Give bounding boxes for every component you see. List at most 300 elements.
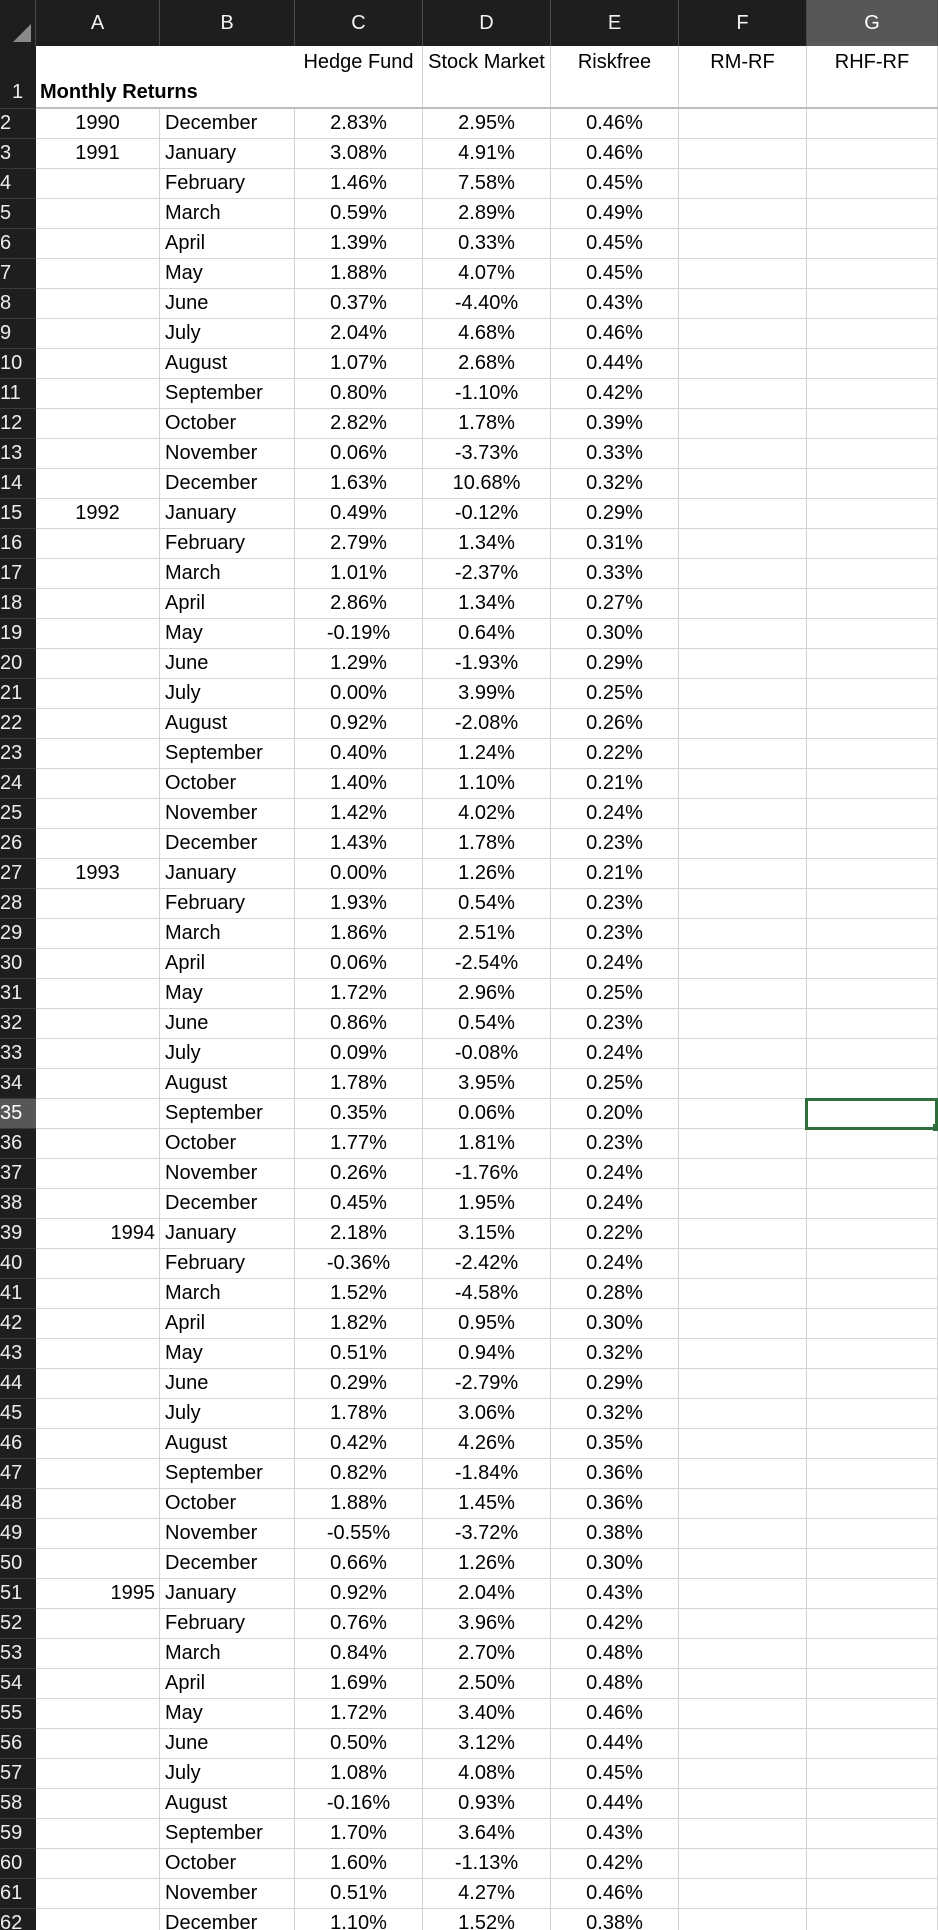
stock-market-return-cell[interactable]: 0.33% <box>423 229 551 258</box>
rm-rf-cell[interactable] <box>679 889 807 918</box>
stock-market-return-cell[interactable]: 1.95% <box>423 1189 551 1218</box>
hedge-fund-return-cell[interactable]: 1.78% <box>295 1069 423 1098</box>
rhf-rf-cell[interactable] <box>807 1039 938 1068</box>
riskfree-return-cell[interactable]: 0.32% <box>551 1399 679 1428</box>
month-cell[interactable]: August <box>160 1429 295 1458</box>
rhf-rf-cell[interactable] <box>807 1459 938 1488</box>
riskfree-return-cell[interactable]: 0.33% <box>551 559 679 588</box>
rm-rf-cell[interactable] <box>679 799 807 828</box>
rm-rf-cell[interactable] <box>679 589 807 618</box>
riskfree-return-cell[interactable]: 0.43% <box>551 1819 679 1848</box>
riskfree-return-cell[interactable]: 0.21% <box>551 769 679 798</box>
year-cell[interactable]: 1994 <box>36 1219 160 1248</box>
year-cell[interactable] <box>36 199 160 228</box>
month-cell[interactable]: October <box>160 1129 295 1158</box>
year-cell[interactable] <box>36 889 160 918</box>
row-header[interactable]: 48 <box>0 1489 36 1519</box>
column-label-rhf-rf[interactable]: RHF-RF <box>807 46 938 107</box>
month-cell[interactable]: April <box>160 589 295 618</box>
rm-rf-cell[interactable] <box>679 1789 807 1818</box>
hedge-fund-return-cell[interactable]: 0.37% <box>295 289 423 318</box>
month-cell[interactable]: February <box>160 529 295 558</box>
rm-rf-cell[interactable] <box>679 169 807 198</box>
month-cell[interactable]: July <box>160 679 295 708</box>
month-cell[interactable]: May <box>160 259 295 288</box>
rm-rf-cell[interactable] <box>679 1219 807 1248</box>
riskfree-return-cell[interactable]: 0.29% <box>551 649 679 678</box>
hedge-fund-return-cell[interactable]: 0.50% <box>295 1729 423 1758</box>
row-header[interactable]: 39 <box>0 1219 36 1249</box>
month-cell[interactable]: August <box>160 349 295 378</box>
hedge-fund-return-cell[interactable]: 0.80% <box>295 379 423 408</box>
year-cell[interactable] <box>36 1729 160 1758</box>
month-cell[interactable]: June <box>160 1369 295 1398</box>
rm-rf-cell[interactable] <box>679 1399 807 1428</box>
stock-market-return-cell[interactable]: 1.45% <box>423 1489 551 1518</box>
month-cell[interactable]: May <box>160 1699 295 1728</box>
year-cell[interactable] <box>36 1549 160 1578</box>
column-header-a[interactable]: A <box>36 0 160 46</box>
year-cell[interactable] <box>36 229 160 258</box>
rhf-rf-cell[interactable] <box>807 529 938 558</box>
riskfree-return-cell[interactable]: 0.46% <box>551 139 679 168</box>
month-cell[interactable]: November <box>160 439 295 468</box>
year-cell[interactable] <box>36 979 160 1008</box>
stock-market-return-cell[interactable]: -2.54% <box>423 949 551 978</box>
stock-market-return-cell[interactable]: -4.40% <box>423 289 551 318</box>
rhf-rf-cell[interactable] <box>807 1849 938 1878</box>
year-cell[interactable] <box>36 559 160 588</box>
year-cell[interactable] <box>36 289 160 318</box>
riskfree-return-cell[interactable]: 0.45% <box>551 229 679 258</box>
riskfree-return-cell[interactable]: 0.44% <box>551 1729 679 1758</box>
row-header[interactable]: 38 <box>0 1189 36 1219</box>
year-cell[interactable] <box>36 1099 160 1128</box>
stock-market-return-cell[interactable]: 0.64% <box>423 619 551 648</box>
rm-rf-cell[interactable] <box>679 829 807 858</box>
month-cell[interactable]: December <box>160 1549 295 1578</box>
riskfree-return-cell[interactable]: 0.44% <box>551 1789 679 1818</box>
year-cell[interactable] <box>36 259 160 288</box>
hedge-fund-return-cell[interactable]: 1.69% <box>295 1669 423 1698</box>
stock-market-return-cell[interactable]: 10.68% <box>423 469 551 498</box>
row-header[interactable]: 59 <box>0 1819 36 1849</box>
riskfree-return-cell[interactable]: 0.23% <box>551 889 679 918</box>
row-header[interactable]: 15 <box>0 499 36 529</box>
hedge-fund-return-cell[interactable]: 2.79% <box>295 529 423 558</box>
row-header[interactable]: 6 <box>0 229 36 259</box>
row-header[interactable]: 17 <box>0 559 36 589</box>
row-header[interactable]: 33 <box>0 1039 36 1069</box>
rhf-rf-cell[interactable] <box>807 469 938 498</box>
rm-rf-cell[interactable] <box>679 259 807 288</box>
hedge-fund-return-cell[interactable]: 1.39% <box>295 229 423 258</box>
month-cell[interactable]: March <box>160 919 295 948</box>
stock-market-return-cell[interactable]: 0.54% <box>423 889 551 918</box>
column-label-hedge-fund[interactable]: Hedge Fund <box>295 46 423 107</box>
rhf-rf-cell[interactable] <box>807 1759 938 1788</box>
stock-market-return-cell[interactable]: -0.08% <box>423 1039 551 1068</box>
month-cell[interactable]: August <box>160 709 295 738</box>
year-cell[interactable] <box>36 589 160 618</box>
rm-rf-cell[interactable] <box>679 619 807 648</box>
row-header[interactable]: 31 <box>0 979 36 1009</box>
year-cell[interactable]: 1995 <box>36 1579 160 1608</box>
riskfree-return-cell[interactable]: 0.46% <box>551 109 679 138</box>
active-cell-selection[interactable] <box>805 1098 938 1130</box>
month-cell[interactable]: June <box>160 1729 295 1758</box>
rm-rf-cell[interactable] <box>679 1579 807 1608</box>
year-cell[interactable] <box>36 709 160 738</box>
stock-market-return-cell[interactable]: 3.06% <box>423 1399 551 1428</box>
rm-rf-cell[interactable] <box>679 1699 807 1728</box>
hedge-fund-return-cell[interactable]: 0.06% <box>295 439 423 468</box>
year-cell[interactable] <box>36 1339 160 1368</box>
month-cell[interactable]: September <box>160 1099 295 1128</box>
rm-rf-cell[interactable] <box>679 1729 807 1758</box>
year-cell[interactable] <box>36 769 160 798</box>
month-cell[interactable]: November <box>160 799 295 828</box>
rm-rf-cell[interactable] <box>679 229 807 258</box>
stock-market-return-cell[interactable]: 4.27% <box>423 1879 551 1908</box>
hedge-fund-return-cell[interactable]: 1.10% <box>295 1909 423 1930</box>
hedge-fund-return-cell[interactable]: 1.72% <box>295 1699 423 1728</box>
stock-market-return-cell[interactable]: 0.94% <box>423 1339 551 1368</box>
year-cell[interactable] <box>36 1849 160 1878</box>
year-cell[interactable] <box>36 1399 160 1428</box>
row-header[interactable]: 9 <box>0 319 36 349</box>
hedge-fund-return-cell[interactable]: 2.82% <box>295 409 423 438</box>
riskfree-return-cell[interactable]: 0.49% <box>551 199 679 228</box>
column-header-b[interactable]: B <box>160 0 295 46</box>
rhf-rf-cell[interactable] <box>807 1609 938 1638</box>
rm-rf-cell[interactable] <box>679 1909 807 1930</box>
hedge-fund-return-cell[interactable]: 0.35% <box>295 1099 423 1128</box>
hedge-fund-return-cell[interactable]: 0.82% <box>295 1459 423 1488</box>
year-cell[interactable] <box>36 1369 160 1398</box>
column-header-e[interactable]: E <box>551 0 679 46</box>
month-cell[interactable]: November <box>160 1159 295 1188</box>
riskfree-return-cell[interactable]: 0.25% <box>551 1069 679 1098</box>
year-cell[interactable] <box>36 409 160 438</box>
row-header[interactable]: 5 <box>0 199 36 229</box>
row-header[interactable]: 56 <box>0 1729 36 1759</box>
riskfree-return-cell[interactable]: 0.23% <box>551 1129 679 1158</box>
rm-rf-cell[interactable] <box>679 1489 807 1518</box>
month-cell[interactable]: February <box>160 169 295 198</box>
rm-rf-cell[interactable] <box>679 409 807 438</box>
rm-rf-cell[interactable] <box>679 559 807 588</box>
hedge-fund-return-cell[interactable]: 1.82% <box>295 1309 423 1338</box>
row-header[interactable]: 12 <box>0 409 36 439</box>
stock-market-return-cell[interactable]: 2.04% <box>423 1579 551 1608</box>
year-cell[interactable] <box>36 649 160 678</box>
riskfree-return-cell[interactable]: 0.25% <box>551 979 679 1008</box>
hedge-fund-return-cell[interactable]: 0.92% <box>295 1579 423 1608</box>
riskfree-return-cell[interactable]: 0.43% <box>551 1579 679 1608</box>
row-header[interactable]: 35 <box>0 1099 36 1129</box>
row-header[interactable]: 24 <box>0 769 36 799</box>
month-cell[interactable]: November <box>160 1879 295 1908</box>
hedge-fund-return-cell[interactable]: 2.86% <box>295 589 423 618</box>
month-cell[interactable]: April <box>160 1669 295 1698</box>
stock-market-return-cell[interactable]: -1.93% <box>423 649 551 678</box>
hedge-fund-return-cell[interactable]: 1.86% <box>295 919 423 948</box>
rm-rf-cell[interactable] <box>679 1189 807 1218</box>
year-cell[interactable] <box>36 439 160 468</box>
row-header[interactable]: 26 <box>0 829 36 859</box>
row-header[interactable]: 28 <box>0 889 36 919</box>
year-cell[interactable] <box>36 529 160 558</box>
hedge-fund-return-cell[interactable]: 0.92% <box>295 709 423 738</box>
month-cell[interactable]: April <box>160 229 295 258</box>
month-cell[interactable]: September <box>160 739 295 768</box>
riskfree-return-cell[interactable]: 0.48% <box>551 1639 679 1668</box>
rm-rf-cell[interactable] <box>679 1639 807 1668</box>
hedge-fund-return-cell[interactable]: 0.00% <box>295 679 423 708</box>
row-header[interactable]: 30 <box>0 949 36 979</box>
row-header[interactable]: 19 <box>0 619 36 649</box>
stock-market-return-cell[interactable]: -4.58% <box>423 1279 551 1308</box>
row-header[interactable]: 7 <box>0 259 36 289</box>
stock-market-return-cell[interactable]: 3.64% <box>423 1819 551 1848</box>
rhf-rf-cell[interactable] <box>807 229 938 258</box>
rm-rf-cell[interactable] <box>679 1309 807 1338</box>
month-cell[interactable]: October <box>160 409 295 438</box>
month-cell[interactable]: August <box>160 1789 295 1818</box>
rm-rf-cell[interactable] <box>679 949 807 978</box>
rhf-rf-cell[interactable] <box>807 889 938 918</box>
stock-market-return-cell[interactable]: 3.95% <box>423 1069 551 1098</box>
row-header[interactable]: 53 <box>0 1639 36 1669</box>
year-cell[interactable] <box>36 799 160 828</box>
rhf-rf-cell[interactable] <box>807 649 938 678</box>
year-cell[interactable]: 1992 <box>36 499 160 528</box>
row-header[interactable]: 3 <box>0 139 36 169</box>
column-header-d[interactable]: D <box>423 0 551 46</box>
stock-market-return-cell[interactable]: 1.26% <box>423 859 551 888</box>
riskfree-return-cell[interactable]: 0.38% <box>551 1909 679 1930</box>
rhf-rf-cell[interactable] <box>807 1549 938 1578</box>
rm-rf-cell[interactable] <box>679 919 807 948</box>
row-header[interactable]: 47 <box>0 1459 36 1489</box>
year-cell[interactable]: 1991 <box>36 139 160 168</box>
year-cell[interactable] <box>36 469 160 498</box>
riskfree-return-cell[interactable]: 0.31% <box>551 529 679 558</box>
rm-rf-cell[interactable] <box>679 1069 807 1098</box>
riskfree-return-cell[interactable]: 0.43% <box>551 289 679 318</box>
riskfree-return-cell[interactable]: 0.26% <box>551 709 679 738</box>
stock-market-return-cell[interactable]: -3.72% <box>423 1519 551 1548</box>
month-cell[interactable]: July <box>160 1039 295 1068</box>
stock-market-return-cell[interactable]: 1.24% <box>423 739 551 768</box>
riskfree-return-cell[interactable]: 0.48% <box>551 1669 679 1698</box>
riskfree-return-cell[interactable]: 0.32% <box>551 1339 679 1368</box>
row-header[interactable]: 36 <box>0 1129 36 1159</box>
riskfree-return-cell[interactable]: 0.20% <box>551 1099 679 1128</box>
rm-rf-cell[interactable] <box>679 1129 807 1158</box>
row-header[interactable]: 4 <box>0 169 36 199</box>
riskfree-return-cell[interactable]: 0.30% <box>551 1549 679 1578</box>
rm-rf-cell[interactable] <box>679 1429 807 1458</box>
riskfree-return-cell[interactable]: 0.29% <box>551 499 679 528</box>
year-cell[interactable] <box>36 1639 160 1668</box>
stock-market-return-cell[interactable]: 1.10% <box>423 769 551 798</box>
riskfree-return-cell[interactable]: 0.27% <box>551 589 679 618</box>
stock-market-return-cell[interactable]: 4.91% <box>423 139 551 168</box>
year-cell[interactable] <box>36 679 160 708</box>
riskfree-return-cell[interactable]: 0.42% <box>551 379 679 408</box>
rhf-rf-cell[interactable] <box>807 1639 938 1668</box>
year-cell[interactable] <box>36 919 160 948</box>
stock-market-return-cell[interactable]: -0.12% <box>423 499 551 528</box>
stock-market-return-cell[interactable]: 2.89% <box>423 199 551 228</box>
rhf-rf-cell[interactable] <box>807 1669 938 1698</box>
year-cell[interactable] <box>36 1459 160 1488</box>
year-cell[interactable]: 1990 <box>36 109 160 138</box>
hedge-fund-return-cell[interactable]: -0.16% <box>295 1789 423 1818</box>
month-cell[interactable]: March <box>160 559 295 588</box>
month-cell[interactable]: October <box>160 769 295 798</box>
stock-market-return-cell[interactable]: 2.51% <box>423 919 551 948</box>
stock-market-return-cell[interactable]: -3.73% <box>423 439 551 468</box>
rm-rf-cell[interactable] <box>679 1759 807 1788</box>
riskfree-return-cell[interactable]: 0.32% <box>551 469 679 498</box>
hedge-fund-return-cell[interactable]: 0.86% <box>295 1009 423 1038</box>
rhf-rf-cell[interactable] <box>807 1429 938 1458</box>
column-label-riskfree[interactable]: Riskfree <box>551 46 679 107</box>
stock-market-return-cell[interactable]: 4.26% <box>423 1429 551 1458</box>
stock-market-return-cell[interactable]: -1.10% <box>423 379 551 408</box>
year-cell[interactable] <box>36 349 160 378</box>
year-cell[interactable] <box>36 1759 160 1788</box>
riskfree-return-cell[interactable]: 0.42% <box>551 1849 679 1878</box>
month-cell[interactable]: November <box>160 1519 295 1548</box>
rm-rf-cell[interactable] <box>679 439 807 468</box>
rhf-rf-cell[interactable] <box>807 379 938 408</box>
hedge-fund-return-cell[interactable]: 2.83% <box>295 109 423 138</box>
rhf-rf-cell[interactable] <box>807 1579 938 1608</box>
year-cell[interactable] <box>36 1819 160 1848</box>
rm-rf-cell[interactable] <box>679 499 807 528</box>
year-cell[interactable] <box>36 1249 160 1278</box>
hedge-fund-return-cell[interactable]: 0.40% <box>295 739 423 768</box>
row-header[interactable]: 61 <box>0 1879 36 1909</box>
month-cell[interactable]: June <box>160 649 295 678</box>
stock-market-return-cell[interactable]: -2.79% <box>423 1369 551 1398</box>
year-cell[interactable] <box>36 169 160 198</box>
stock-market-return-cell[interactable]: -1.76% <box>423 1159 551 1188</box>
month-cell[interactable]: January <box>160 1579 295 1608</box>
month-cell[interactable]: April <box>160 1309 295 1338</box>
year-cell[interactable] <box>36 1159 160 1188</box>
row-header[interactable]: 20 <box>0 649 36 679</box>
hedge-fund-return-cell[interactable]: -0.55% <box>295 1519 423 1548</box>
column-header-g[interactable]: G <box>807 0 938 46</box>
rhf-rf-cell[interactable] <box>807 679 938 708</box>
row-header[interactable]: 2 <box>0 109 36 139</box>
row-header[interactable]: 44 <box>0 1369 36 1399</box>
hedge-fund-return-cell[interactable]: 1.72% <box>295 979 423 1008</box>
hedge-fund-return-cell[interactable]: 1.93% <box>295 889 423 918</box>
row-header[interactable]: 10 <box>0 349 36 379</box>
year-cell[interactable] <box>36 949 160 978</box>
stock-market-return-cell[interactable]: 1.78% <box>423 409 551 438</box>
year-cell[interactable] <box>36 1519 160 1548</box>
rm-rf-cell[interactable] <box>679 469 807 498</box>
year-cell[interactable] <box>36 1699 160 1728</box>
rhf-rf-cell[interactable] <box>807 589 938 618</box>
stock-market-return-cell[interactable]: -1.84% <box>423 1459 551 1488</box>
rhf-rf-cell[interactable] <box>807 1009 938 1038</box>
row-header[interactable]: 18 <box>0 589 36 619</box>
rhf-rf-cell[interactable] <box>807 1279 938 1308</box>
fill-handle[interactable] <box>933 1124 938 1131</box>
rhf-rf-cell[interactable] <box>807 1519 938 1548</box>
rm-rf-cell[interactable] <box>679 319 807 348</box>
riskfree-return-cell[interactable]: 0.30% <box>551 619 679 648</box>
month-cell[interactable]: May <box>160 979 295 1008</box>
rhf-rf-cell[interactable] <box>807 319 938 348</box>
year-cell[interactable] <box>36 1429 160 1458</box>
rhf-rf-cell[interactable] <box>807 1069 938 1098</box>
rm-rf-cell[interactable] <box>679 1099 807 1128</box>
rm-rf-cell[interactable] <box>679 379 807 408</box>
riskfree-return-cell[interactable]: 0.24% <box>551 1039 679 1068</box>
stock-market-return-cell[interactable]: -2.37% <box>423 559 551 588</box>
row-header[interactable]: 37 <box>0 1159 36 1189</box>
rhf-rf-cell[interactable] <box>807 1729 938 1758</box>
hedge-fund-return-cell[interactable]: 1.29% <box>295 649 423 678</box>
year-cell[interactable] <box>36 1189 160 1218</box>
stock-market-return-cell[interactable]: -1.13% <box>423 1849 551 1878</box>
riskfree-return-cell[interactable]: 0.46% <box>551 1879 679 1908</box>
hedge-fund-return-cell[interactable]: 0.76% <box>295 1609 423 1638</box>
hedge-fund-return-cell[interactable]: 1.08% <box>295 1759 423 1788</box>
rm-rf-cell[interactable] <box>679 349 807 378</box>
rhf-rf-cell[interactable] <box>807 109 938 138</box>
stock-market-return-cell[interactable]: 1.81% <box>423 1129 551 1158</box>
year-cell[interactable] <box>36 1039 160 1068</box>
month-cell[interactable]: October <box>160 1849 295 1878</box>
riskfree-return-cell[interactable]: 0.39% <box>551 409 679 438</box>
rm-rf-cell[interactable] <box>679 139 807 168</box>
rhf-rf-cell[interactable] <box>807 979 938 1008</box>
riskfree-return-cell[interactable]: 0.24% <box>551 1189 679 1218</box>
riskfree-return-cell[interactable]: 0.28% <box>551 1279 679 1308</box>
hedge-fund-return-cell[interactable]: 1.43% <box>295 829 423 858</box>
month-cell[interactable]: December <box>160 1189 295 1218</box>
hedge-fund-return-cell[interactable]: 2.18% <box>295 1219 423 1248</box>
rhf-rf-cell[interactable] <box>807 1309 938 1338</box>
rhf-rf-cell[interactable] <box>807 1489 938 1518</box>
month-cell[interactable]: October <box>160 1489 295 1518</box>
stock-market-return-cell[interactable]: 3.12% <box>423 1729 551 1758</box>
riskfree-return-cell[interactable]: 0.36% <box>551 1489 679 1518</box>
row-header[interactable]: 21 <box>0 679 36 709</box>
month-cell[interactable]: August <box>160 1069 295 1098</box>
rhf-rf-cell[interactable] <box>807 139 938 168</box>
rm-rf-cell[interactable] <box>679 1159 807 1188</box>
hedge-fund-return-cell[interactable]: 1.78% <box>295 1399 423 1428</box>
rm-rf-cell[interactable] <box>679 529 807 558</box>
row-header[interactable]: 41 <box>0 1279 36 1309</box>
month-cell[interactable]: December <box>160 109 295 138</box>
hedge-fund-return-cell[interactable]: -0.19% <box>295 619 423 648</box>
rhf-rf-cell[interactable] <box>807 1189 938 1218</box>
rm-rf-cell[interactable] <box>679 1879 807 1908</box>
hedge-fund-return-cell[interactable]: 0.09% <box>295 1039 423 1068</box>
